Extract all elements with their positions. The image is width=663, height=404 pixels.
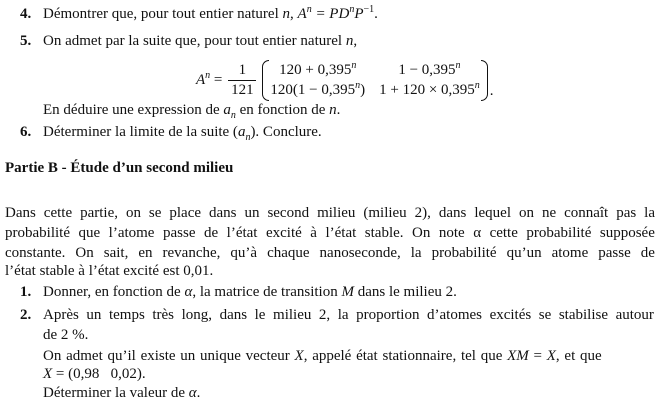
cell-text: 120 + 0,395	[279, 61, 352, 78]
word: milieu	[273, 307, 312, 323]
word: un	[244, 205, 260, 221]
question-body	[43, 32, 357, 51]
word: 2),	[414, 205, 431, 221]
var-n: n	[345, 33, 354, 49]
question-body	[43, 283, 457, 302]
word: chaque	[267, 245, 310, 261]
var-M: M	[341, 284, 354, 300]
word: l’état	[325, 225, 357, 241]
cell-text: 120(1 − 0,395	[270, 81, 356, 98]
word: la	[410, 245, 422, 261]
word: passe	[162, 225, 196, 241]
question-5	[0, 32, 663, 51]
exponent: n	[455, 59, 461, 71]
var-A: A	[297, 6, 307, 22]
word: cette	[43, 205, 73, 221]
question-text: On admet par la suite que, pour tout entier naturel	[43, 33, 346, 49]
word: α	[473, 225, 482, 241]
word: supposée	[599, 225, 655, 241]
word: Après	[43, 307, 79, 323]
matrix-a12	[379, 61, 480, 80]
question-number: 1.	[20, 284, 32, 300]
exponent: −1	[363, 4, 375, 15]
intro-line	[5, 244, 655, 263]
question-text: Déterminer la limite de la suite (	[43, 124, 238, 140]
question-b1	[0, 283, 663, 302]
word: l’état	[226, 225, 258, 241]
comma: ,	[353, 33, 358, 49]
var-alpha: α	[188, 385, 197, 401]
question-number: 5.	[20, 33, 32, 49]
question-text: Donner, en fonction de	[43, 284, 185, 300]
text-fragment: , appelé état stationnaire, tel que	[303, 348, 508, 364]
word: stable.	[364, 225, 404, 241]
numerator: 1	[238, 61, 247, 78]
word: Dans	[5, 205, 36, 221]
cell-text: )	[360, 81, 366, 98]
word: proportion	[356, 307, 420, 323]
word: excités	[489, 307, 532, 323]
word: l’atome	[108, 225, 155, 241]
word: milieu	[317, 205, 356, 221]
word: probabilité	[5, 225, 70, 241]
text-fragment: Déterminer la valeur de	[43, 385, 189, 401]
word: dans	[438, 205, 467, 221]
matrix-a22	[379, 81, 480, 100]
question-text: de 2 %.	[43, 327, 89, 343]
word: dans	[219, 307, 248, 323]
text-fragment: , et que	[555, 348, 602, 364]
intro-line: l’état stable à l’état excité est 0,01.	[5, 263, 214, 279]
question-number: 6.	[20, 124, 32, 140]
intro-line	[5, 224, 655, 243]
word: connaît	[564, 205, 609, 221]
exponent: n	[474, 79, 480, 91]
var-P: P	[354, 6, 364, 22]
question-text	[43, 384, 200, 403]
period: .	[374, 6, 378, 22]
word: ne	[541, 205, 557, 221]
word: se	[148, 205, 162, 221]
question-text: en fonction de	[235, 102, 330, 118]
var-X: X	[43, 366, 53, 382]
word: autour	[615, 307, 654, 323]
var-X: X	[294, 348, 304, 364]
var-n: n	[282, 6, 291, 22]
word: On	[75, 245, 94, 261]
word: revanche,	[162, 245, 221, 261]
section-title: Partie B - Étude d’un second milieu	[5, 160, 234, 176]
word: On	[412, 225, 431, 241]
word: (milieu	[363, 205, 407, 221]
exponent: n	[351, 59, 357, 71]
var-a: a	[223, 102, 231, 118]
word: lequel	[474, 205, 511, 221]
denominator: 121	[231, 81, 254, 98]
formula: = PD	[311, 6, 350, 22]
matrix-lhs	[196, 69, 223, 89]
word: qu’un	[506, 245, 542, 261]
equals: =	[210, 71, 223, 88]
word: note	[438, 225, 465, 241]
stationary-vector	[43, 365, 146, 384]
word: très	[152, 307, 175, 323]
word: sait,	[103, 245, 129, 261]
matrix-a11	[270, 61, 365, 80]
word: en	[138, 245, 153, 261]
text-fragment: =	[528, 348, 547, 364]
question-body	[43, 5, 378, 24]
question-text: En déduire une expression de	[43, 102, 224, 118]
question-text	[43, 306, 654, 325]
period: .	[489, 83, 494, 99]
question-number: 4.	[20, 6, 32, 22]
intro-line	[5, 204, 655, 223]
word: partie,	[80, 205, 118, 221]
word: le	[254, 307, 266, 323]
word: 2,	[318, 307, 331, 323]
word: long,	[181, 307, 213, 323]
exponent: n	[306, 4, 312, 15]
word: d’atomes	[427, 307, 482, 323]
matrix-formula	[196, 58, 494, 102]
question-b2-line	[0, 306, 663, 325]
exponent: n	[349, 4, 355, 15]
word: de	[203, 225, 219, 241]
text-fragment: On admet qu’il existe un unique vecteur	[43, 348, 295, 364]
word: cette	[489, 225, 518, 241]
word: nanoseconde,	[319, 245, 401, 261]
word: la	[337, 307, 349, 323]
subscript: n	[230, 110, 236, 121]
subscript: n	[245, 132, 251, 143]
word: un	[86, 307, 102, 323]
word: la	[644, 205, 655, 221]
matrix-body	[262, 60, 487, 101]
period: .	[196, 385, 201, 401]
word: de	[640, 245, 655, 261]
question-text: dans le milieu 2.	[353, 284, 457, 300]
var-XM: XM	[507, 348, 529, 364]
var-n: n	[329, 102, 337, 118]
matrix-a21	[270, 81, 365, 100]
word: dans	[209, 205, 237, 221]
question-text: Démontrer que, pour tout entier naturel	[43, 6, 283, 22]
question-body	[43, 123, 322, 142]
var-A: A	[196, 71, 206, 88]
exponent: n	[355, 79, 361, 91]
question-number: 2.	[20, 307, 32, 323]
var-alpha: α	[184, 284, 193, 300]
comma: ,	[290, 6, 298, 22]
fraction	[228, 61, 256, 100]
word: stabilise	[558, 307, 609, 323]
word: probabilité	[526, 225, 592, 241]
cell-text: 1 + 120 × 0,395	[379, 81, 475, 98]
var-a: a	[237, 124, 246, 140]
word: second	[267, 205, 310, 221]
var-X: X	[546, 348, 556, 364]
word: probabilité	[431, 245, 497, 261]
question-text	[43, 347, 654, 366]
word: constante.	[5, 245, 66, 261]
question-5-followup	[43, 101, 340, 120]
question-text: , la matrice de transition	[192, 284, 342, 300]
vector-value: = (0,98 0,02).	[52, 366, 146, 382]
cell-text: 1 − 0,395	[398, 61, 456, 78]
word: place	[169, 205, 202, 221]
word: on	[125, 205, 141, 221]
exponent: n	[205, 69, 211, 81]
question-4	[0, 5, 663, 24]
word: que	[78, 225, 101, 241]
word: pas	[616, 205, 637, 221]
word: à	[310, 225, 317, 241]
word: temps	[108, 307, 145, 323]
word: qu’à	[230, 245, 258, 261]
question-text: ). Conclure.	[250, 124, 322, 140]
period: .	[336, 102, 341, 118]
question-6	[0, 123, 663, 142]
word: atome	[551, 245, 589, 261]
word: se	[538, 307, 552, 323]
word: on	[518, 205, 534, 221]
word: excité	[265, 225, 302, 241]
word: passe	[598, 245, 631, 261]
